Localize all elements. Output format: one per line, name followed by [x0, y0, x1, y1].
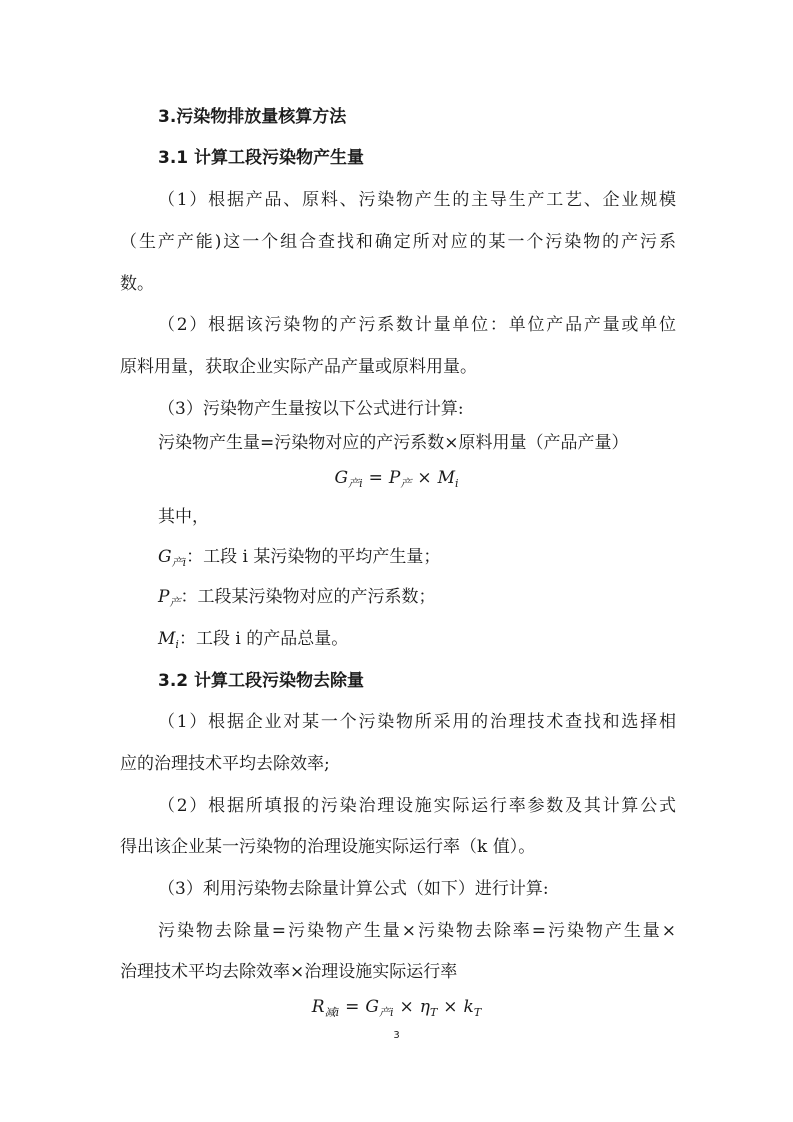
where-label: 其中，: [158, 507, 209, 527]
formula-text: 污染物产生量=污染物对应的产污系数×原料用量（产品产量）: [158, 433, 629, 453]
formula-text-line: 污染物去除量=污染物产生量×污染物去除率=污染物产生量×: [158, 921, 676, 941]
page-number: 3: [393, 1030, 400, 1041]
definition-g: $G_{产i}$：工段 i 某污染物的平均产生量；: [158, 547, 441, 569]
paragraph-line: 原料用量，获取企业实际产品产量或原料用量。: [120, 357, 477, 377]
definition-p: $P_产$：工段某污染物对应的产污系数；: [158, 587, 436, 609]
subsection-title-3-1: 3.1 计算工段污染物产生量: [158, 148, 365, 168]
paragraph-line: （3）污染物产生量按以下公式进行计算:: [158, 399, 464, 419]
paragraph-line: 得出该企业某一污染物的治理设施实际运行率（k 值）。: [120, 837, 536, 857]
section-title: 3.污染物排放量核算方法: [158, 107, 347, 127]
definition-m: $M_i$：工段 i 的产品总量。: [158, 629, 349, 651]
paragraph-line: （2）根据所填报的污染治理设施实际运行率参数及其计算公式: [158, 796, 676, 816]
formula-1: $G_{产i} = P_产 \times M_i$: [334, 468, 459, 490]
paragraph-line: （1）根据企业对某一个污染物所采用的治理技术查找和选择相: [158, 712, 676, 732]
formula-2: $R_{减i} = G_{产i} \times \eta_T \times k_T$: [311, 997, 482, 1019]
paragraph-line: （3）利用污染物去除量计算公式（如下）进行计算:: [158, 879, 549, 899]
paragraph-line: （生产产能)这一个组合查找和确定所对应的某一个污染物的产污系: [120, 232, 676, 252]
paragraph-line: 应的治理技术平均去除效率;: [120, 754, 330, 774]
paragraph-line: （1）根据产品、原料、污染物产生的主导生产工艺、企业规模: [158, 190, 676, 210]
formula-text-line: 治理技术平均去除效率×治理设施实际运行率: [120, 962, 458, 982]
paragraph-line: 数。: [120, 274, 154, 294]
subsection-title-3-2: 3.2 计算工段污染物去除量: [158, 671, 365, 691]
paragraph-line: （2）根据该污染物的产污系数计量单位：单位产品产量或单位: [158, 315, 676, 335]
